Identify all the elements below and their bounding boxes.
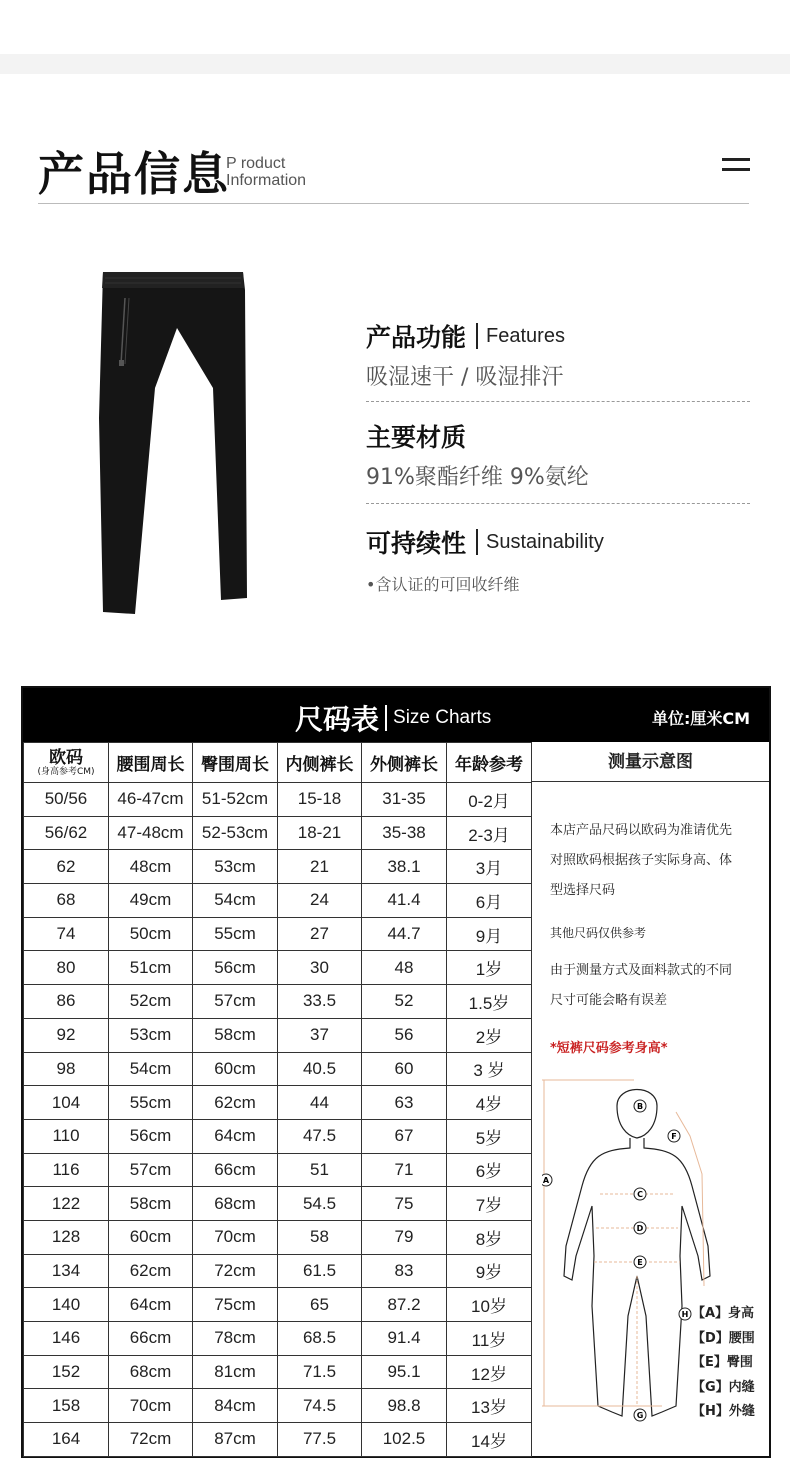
table-row — [24, 1389, 532, 1423]
feature-function — [366, 318, 565, 391]
table-row — [24, 1052, 532, 1086]
table-cell: 92 — [24, 1018, 109, 1052]
table-row — [24, 1018, 532, 1052]
table-cell: 56cm — [109, 1119, 193, 1153]
legend-item: 【H】外缝 — [692, 1404, 755, 1419]
size-chart — [21, 686, 771, 1458]
table-row — [24, 1220, 532, 1254]
dashed-divider — [366, 401, 750, 402]
size-table — [23, 742, 532, 1457]
table-cell: 54cm — [109, 1052, 193, 1086]
table-cell: 52 — [362, 985, 447, 1019]
table-cell: 24 — [278, 884, 362, 918]
feature-material — [366, 418, 589, 491]
measurement-diagram — [531, 742, 769, 1456]
feature-sustainability — [366, 524, 604, 595]
table-cell: 47.5 — [278, 1119, 362, 1153]
unit-label: 单位:厘米CM — [652, 709, 751, 728]
table-cell: 65 — [278, 1288, 362, 1322]
table-cell: 102.5 — [362, 1423, 447, 1457]
table-cell: 87.2 — [362, 1288, 447, 1322]
marker-h: H — [681, 1310, 689, 1319]
table-cell: 52-53cm — [193, 816, 278, 850]
table-cell: 8岁 — [447, 1220, 532, 1254]
marker-g: G — [636, 1411, 644, 1420]
table-cell: 6岁 — [447, 1153, 532, 1187]
table-cell: 56/62 — [24, 816, 109, 850]
col-header-outseam: 外侧裤长 — [362, 743, 447, 783]
table-cell: 9岁 — [447, 1254, 532, 1288]
top-band — [0, 54, 790, 74]
table-row — [24, 1254, 532, 1288]
table-cell: 146 — [24, 1322, 109, 1356]
col-header-euro: 欧码 (身高参考CM) — [24, 743, 109, 783]
table-cell: 68cm — [109, 1355, 193, 1389]
table-cell: 3 岁 — [447, 1052, 532, 1086]
table-cell: 50/56 — [24, 783, 109, 817]
table-cell: 60cm — [193, 1052, 278, 1086]
feature-sustainability-heading: 可持续性 — [366, 529, 467, 558]
table-cell: 21 — [278, 850, 362, 884]
table-cell: 10岁 — [447, 1288, 532, 1322]
table-cell: 78cm — [193, 1322, 278, 1356]
table-cell: 98 — [24, 1052, 109, 1086]
size-notes — [550, 816, 764, 1064]
table-cell: 12岁 — [447, 1355, 532, 1389]
table-cell: 55cm — [193, 917, 278, 951]
table-cell: 13岁 — [447, 1389, 532, 1423]
table-cell: 95.1 — [362, 1355, 447, 1389]
table-cell: 64cm — [109, 1288, 193, 1322]
marker-b: B — [636, 1102, 644, 1111]
table-cell: 53cm — [193, 850, 278, 884]
table-row — [24, 1187, 532, 1221]
table-cell: 58cm — [109, 1187, 193, 1221]
size-chart-title-en: Size Charts — [393, 707, 492, 728]
table-cell: 91.4 — [362, 1322, 447, 1356]
table-cell: 56 — [362, 1018, 447, 1052]
table-cell: 66cm — [193, 1153, 278, 1187]
euro-height-note: (身高参考CM) — [37, 766, 95, 777]
table-cell: 55cm — [109, 1086, 193, 1120]
table-row — [24, 985, 532, 1019]
table-cell: 3月 — [447, 850, 532, 884]
marker-f: F — [671, 1132, 677, 1141]
note-line: 本店产品尺码以欧码为准请优先 — [550, 823, 733, 838]
table-cell: 6月 — [447, 884, 532, 918]
table-row — [24, 783, 532, 817]
feature-function-heading-en: Features — [486, 324, 565, 347]
table-cell: 67 — [362, 1119, 447, 1153]
table-cell: 57cm — [193, 985, 278, 1019]
note-line: 对照欧码根据孩子实际身高、体 — [550, 853, 733, 868]
table-cell: 48 — [362, 951, 447, 985]
table-cell: 9月 — [447, 917, 532, 951]
table-cell: 54cm — [193, 884, 278, 918]
subtitle-line-1: P roduct — [226, 155, 286, 172]
size-chart-title: 尺码表 — [295, 703, 380, 736]
table-row — [24, 816, 532, 850]
table-cell: 128 — [24, 1220, 109, 1254]
menu-icon[interactable] — [722, 158, 750, 174]
table-cell: 158 — [24, 1389, 109, 1423]
table-cell: 81cm — [193, 1355, 278, 1389]
marker-c: C — [637, 1190, 643, 1199]
table-cell: 86 — [24, 985, 109, 1019]
table-row — [24, 1086, 532, 1120]
col-header-age: 年龄参考 — [447, 743, 532, 783]
table-cell: 57cm — [109, 1153, 193, 1187]
feature-function-heading: 产品功能 — [366, 323, 467, 352]
col-header-inseam: 内侧裤长 — [278, 743, 362, 783]
table-cell: 79 — [362, 1220, 447, 1254]
table-cell: 0-2月 — [447, 783, 532, 817]
table-cell: 64cm — [193, 1119, 278, 1153]
table-cell: 50cm — [109, 917, 193, 951]
table-cell: 134 — [24, 1254, 109, 1288]
table-cell: 47-48cm — [109, 816, 193, 850]
table-cell: 30 — [278, 951, 362, 985]
table-cell: 74 — [24, 917, 109, 951]
table-cell: 7岁 — [447, 1187, 532, 1221]
legend-item: 【A】身高 — [692, 1306, 755, 1321]
table-row — [24, 1153, 532, 1187]
table-cell: 4岁 — [447, 1086, 532, 1120]
size-chart-header — [23, 688, 769, 742]
table-cell: 62cm — [193, 1086, 278, 1120]
table-cell: 49cm — [109, 884, 193, 918]
dashed-divider — [366, 503, 750, 504]
col-header-diagram: 测量示意图 — [532, 742, 769, 782]
table-cell: 60cm — [109, 1220, 193, 1254]
note-small: 其他尺码仅供参考 — [550, 926, 647, 940]
table-cell: 68.5 — [278, 1322, 362, 1356]
table-cell: 27 — [278, 917, 362, 951]
table-cell: 70cm — [109, 1389, 193, 1423]
table-row — [24, 884, 532, 918]
table-cell: 80 — [24, 951, 109, 985]
marker-d: D — [636, 1224, 644, 1233]
table-row — [24, 917, 532, 951]
legend-item: 【D】腰围 — [692, 1330, 755, 1346]
table-cell: 53cm — [109, 1018, 193, 1052]
table-cell: 51 — [278, 1153, 362, 1187]
table-cell: 84cm — [193, 1389, 278, 1423]
table-cell: 116 — [24, 1153, 109, 1187]
table-cell: 44.7 — [362, 917, 447, 951]
table-cell: 15-18 — [278, 783, 362, 817]
table-cell: 56cm — [193, 951, 278, 985]
table-cell: 18-21 — [278, 816, 362, 850]
measurement-legend — [692, 1302, 755, 1425]
col-header-waist: 腰围周长 — [109, 743, 193, 783]
table-cell: 68 — [24, 884, 109, 918]
table-cell: 98.8 — [362, 1389, 447, 1423]
note-line: 尺寸可能会略有误差 — [550, 993, 668, 1008]
table-cell: 83 — [362, 1254, 447, 1288]
table-cell: 72cm — [193, 1254, 278, 1288]
note-line: 由于测量方式及面料款式的不同 — [550, 963, 733, 978]
table-cell: 152 — [24, 1355, 109, 1389]
table-cell: 71 — [362, 1153, 447, 1187]
table-cell: 58cm — [193, 1018, 278, 1052]
legend-item: 【G】内缝 — [692, 1379, 755, 1395]
page-title: 产品信息 — [38, 147, 230, 201]
note-line: 型选择尺码 — [550, 883, 616, 898]
table-cell: 44 — [278, 1086, 362, 1120]
feature-function-value: 吸湿速干 / 吸湿排汗 — [366, 365, 564, 390]
table-cell: 72cm — [109, 1423, 193, 1457]
table-cell: 77.5 — [278, 1423, 362, 1457]
subtitle-line-2: Information — [226, 172, 307, 189]
title-divider — [38, 203, 749, 204]
table-cell: 1岁 — [447, 951, 532, 985]
table-cell: 2岁 — [447, 1018, 532, 1052]
col-header-hip: 臀围周长 — [193, 743, 278, 783]
table-cell: 11岁 — [447, 1322, 532, 1356]
table-cell: 31-35 — [362, 783, 447, 817]
table-cell: 60 — [362, 1052, 447, 1086]
table-cell: 33.5 — [278, 985, 362, 1019]
table-cell: 48cm — [109, 850, 193, 884]
table-cell: 68cm — [193, 1187, 278, 1221]
feature-material-value: 91%聚酯纤维 9%氨纶 — [366, 465, 589, 490]
table-cell: 62cm — [109, 1254, 193, 1288]
note-warning: *短裤尺码参考身高* — [550, 1041, 668, 1056]
page-subtitle — [226, 155, 306, 189]
table-row — [24, 1355, 532, 1389]
table-cell: 37 — [278, 1018, 362, 1052]
table-cell: 1.5岁 — [447, 985, 532, 1019]
table-cell: 75 — [362, 1187, 447, 1221]
feature-material-heading: 主要材质 — [366, 423, 467, 452]
table-row — [24, 1119, 532, 1153]
feature-sustainability-heading-en: Sustainability — [486, 530, 604, 553]
table-cell: 140 — [24, 1288, 109, 1322]
table-cell: 62 — [24, 850, 109, 884]
table-cell: 14岁 — [447, 1423, 532, 1457]
table-cell: 63 — [362, 1086, 447, 1120]
table-cell: 51-52cm — [193, 783, 278, 817]
table-cell: 70cm — [193, 1220, 278, 1254]
table-cell: 66cm — [109, 1322, 193, 1356]
table-cell: 58 — [278, 1220, 362, 1254]
marker-e: E — [637, 1258, 643, 1267]
table-cell: 71.5 — [278, 1355, 362, 1389]
table-cell: 54.5 — [278, 1187, 362, 1221]
table-cell: 104 — [24, 1086, 109, 1120]
table-row — [24, 1423, 532, 1457]
table-row — [24, 1322, 532, 1356]
table-row — [24, 850, 532, 884]
table-cell: 35-38 — [362, 816, 447, 850]
table-cell: 52cm — [109, 985, 193, 1019]
table-cell: 46-47cm — [109, 783, 193, 817]
table-row — [24, 1288, 532, 1322]
product-image — [95, 268, 255, 618]
table-cell: 122 — [24, 1187, 109, 1221]
table-cell: 87cm — [193, 1423, 278, 1457]
table-cell: 2-3月 — [447, 816, 532, 850]
table-cell: 164 — [24, 1423, 109, 1457]
feature-sustainability-value: •含认证的可回收纤维 — [366, 575, 520, 594]
table-cell: 75cm — [193, 1288, 278, 1322]
table-cell: 74.5 — [278, 1389, 362, 1423]
table-cell: 38.1 — [362, 850, 447, 884]
table-cell: 61.5 — [278, 1254, 362, 1288]
table-row — [24, 951, 532, 985]
table-cell: 5岁 — [447, 1119, 532, 1153]
table-cell: 110 — [24, 1119, 109, 1153]
marker-a: A — [542, 1176, 550, 1185]
table-cell: 51cm — [109, 951, 193, 985]
table-cell: 41.4 — [362, 884, 447, 918]
legend-item: 【E】臀围 — [692, 1355, 753, 1370]
table-cell: 40.5 — [278, 1052, 362, 1086]
